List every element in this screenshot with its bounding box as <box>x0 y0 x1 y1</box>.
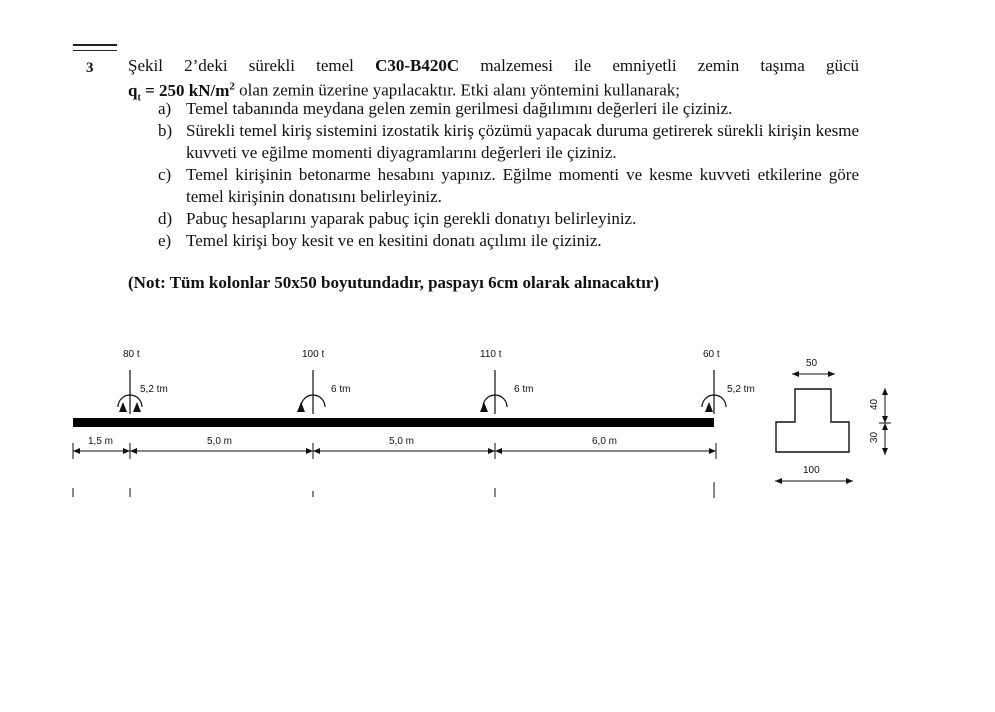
item-text: Sürekli temel kiriş sistemini izostatik kiriş çözümü yapacak duruma getirerek sürekli kirişin kesme kuvveti ve eğilme momenti diyagramlarını değerleri ile çiziniz. <box>186 121 859 162</box>
bearing-subscript: t <box>137 92 141 104</box>
item-marker: a) <box>158 99 172 118</box>
flange-height-label: 30 <box>869 431 880 443</box>
item-marker: c) <box>158 165 172 184</box>
note: (Not: Tüm kolonlar 50x50 boyutundadır, paspayı 6cm olarak alınacaktır) <box>128 273 660 292</box>
intro-text-a: Şekil 2’deki sürekli temel <box>128 56 354 75</box>
web-height-label: 40 <box>869 398 880 410</box>
moment-label: 6 tm <box>514 384 534 395</box>
cross-section <box>775 358 891 484</box>
item-marker: b) <box>158 121 173 140</box>
intro-text-b: malzemesi ile emniyetli zemin taşıma gücü <box>480 56 860 75</box>
question-number: 3 <box>86 60 94 76</box>
base-width-label: 100 <box>803 465 820 476</box>
item-text: Temel kirişi boy kesit ve en kesitini donatı açılımı ile çiziniz. <box>186 231 602 250</box>
force-label: 80 t <box>123 349 140 360</box>
reference-ticks <box>73 482 714 498</box>
span-label: 1,5 m <box>88 436 114 447</box>
force-label: 100 t <box>302 349 325 360</box>
force-arrowheads <box>705 402 713 412</box>
item-text: Pabuç hesaplarını yaparak pabuç için gerekli donatıyı belirleyiniz. <box>186 209 637 228</box>
force-label: 60 t <box>703 349 720 360</box>
bearing-symbol: q <box>128 80 138 100</box>
column-load-3 <box>480 349 533 414</box>
web-width-label: 50 <box>806 358 818 369</box>
column-load-1 <box>118 349 168 414</box>
section-outline <box>776 389 849 452</box>
moment-label: 5,2 tm <box>727 384 755 395</box>
item-text: Temel kirişinin betonarme hesabını yapınız. Eğilme momenti ve kesme kuvveti etkilerine göre temel kirişinin donatısını belirleyiniz. <box>186 165 859 206</box>
material-grade: C30-B420C <box>375 56 460 75</box>
item-marker: e) <box>158 231 172 250</box>
column-load-4 <box>702 349 755 414</box>
item-text: Temel tabanında meydana gelen zemin gerilmesi dağılımını değerleri ile çiziniz. <box>186 99 733 118</box>
moment-label: 5,2 tm <box>140 384 168 395</box>
item-marker: d) <box>158 209 173 228</box>
force-label: 110 t <box>480 349 502 360</box>
foundation-beam <box>73 418 714 427</box>
span-dimensions <box>73 436 716 459</box>
bearing-exponent: 2 <box>229 80 235 92</box>
span-label: 6,0 m <box>592 436 618 447</box>
span-label: 5,0 m <box>207 436 233 447</box>
column-load-2 <box>297 349 350 414</box>
bearing-value: = 250 kN/m <box>145 80 230 100</box>
moment-label: 6 tm <box>331 384 351 395</box>
span-label: 5,0 m <box>389 436 415 447</box>
intro-text-c: olan zemin üzerine yapılacaktır. Etki alanı yöntemini kullanarak; <box>239 80 681 100</box>
